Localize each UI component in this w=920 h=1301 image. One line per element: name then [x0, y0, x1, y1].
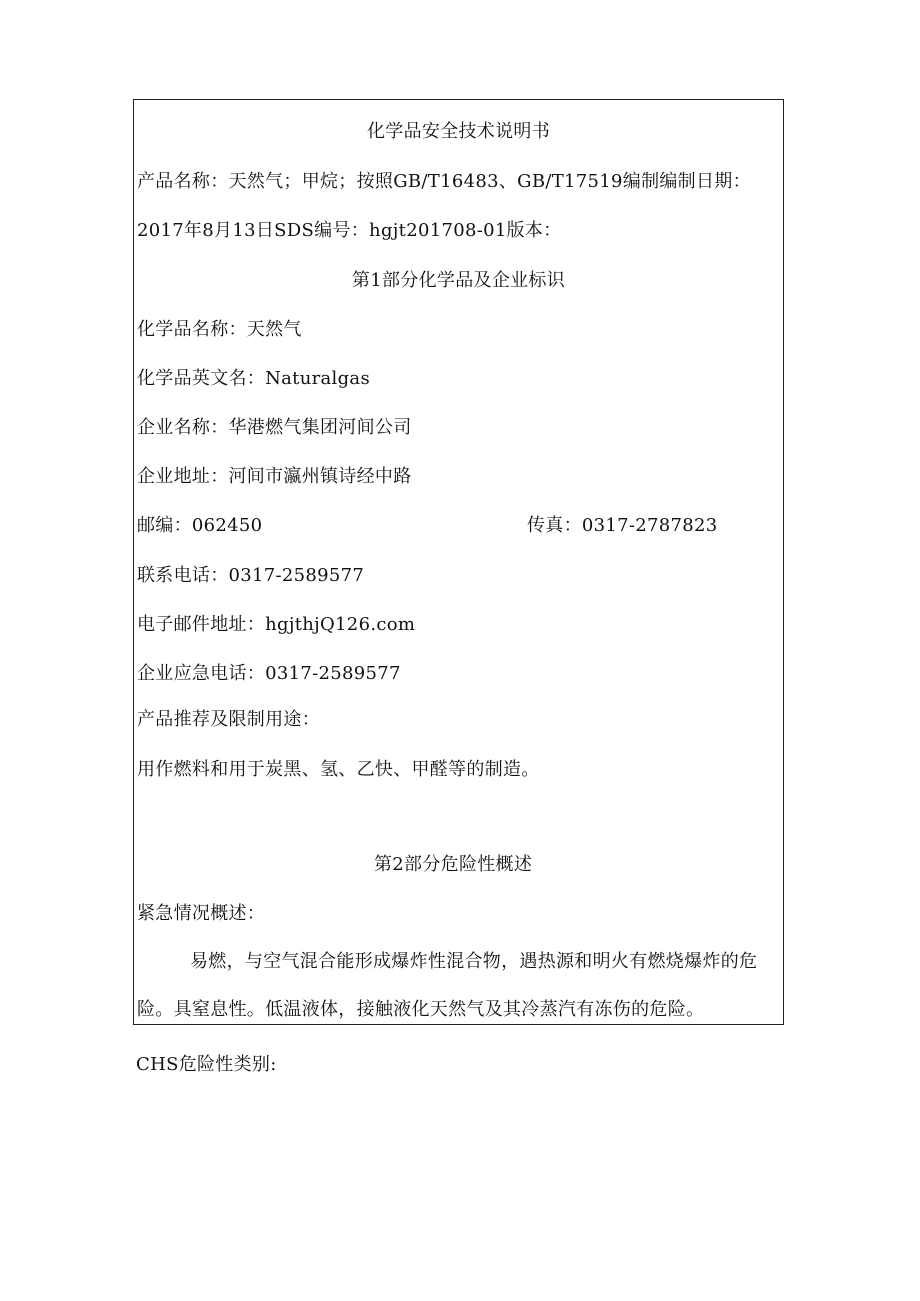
emergency-overview-label: 紧急情况概述：	[137, 903, 266, 924]
document-title: 化学品安全技术说明书	[367, 121, 550, 142]
chemical-name: 化学品名称：天然气	[137, 319, 302, 340]
emergency-phone: 企业应急电话：0317-2589577	[137, 663, 401, 684]
sds-table-frame	[133, 99, 784, 1025]
contact-phone: 联系电话：0317-2589577	[137, 565, 365, 586]
company-address: 企业地址：河间市瀛州镇诗经中路	[137, 466, 412, 487]
date-sds-version-line: 2017年8月13日SDS编号：hgjt201708-01版本：	[137, 220, 562, 241]
emergency-overview-text-2: 险。具窒息性。低温液体，接触液化天然气及其冷蒸汽有冻伤的危险。	[137, 999, 705, 1020]
postcode: 邮编：062450	[137, 515, 263, 536]
fax-number: 传真：0317-2787823	[527, 515, 718, 536]
email-address: 电子邮件地址：hgjthjQ126.com	[137, 614, 416, 635]
product-header-line: 产品名称：天然气；甲烷；按照GB/T16483、GB/T17519编制编制日期：	[137, 171, 751, 192]
company-name: 企业名称：华港燃气集团河间公司	[137, 417, 412, 438]
ghs-hazard-category-label: CHS危险性类别:	[136, 1054, 277, 1075]
emergency-overview-text-1: 易燃，与空气混合能形成爆炸性混合物，遇热源和明火有燃烧爆炸的危	[190, 951, 758, 972]
recommended-use-text: 用作燃料和用于炭黑、氢、乙快、甲醛等的制造。	[137, 759, 540, 780]
section1-heading: 第1部分化学品及企业标识	[351, 270, 566, 291]
section2-heading: 第2部分危险性概述	[374, 854, 533, 875]
chemical-english-name: 化学品英文名：Naturalgas	[137, 368, 370, 389]
recommended-use-label: 产品推荐及限制用途：	[137, 709, 320, 730]
